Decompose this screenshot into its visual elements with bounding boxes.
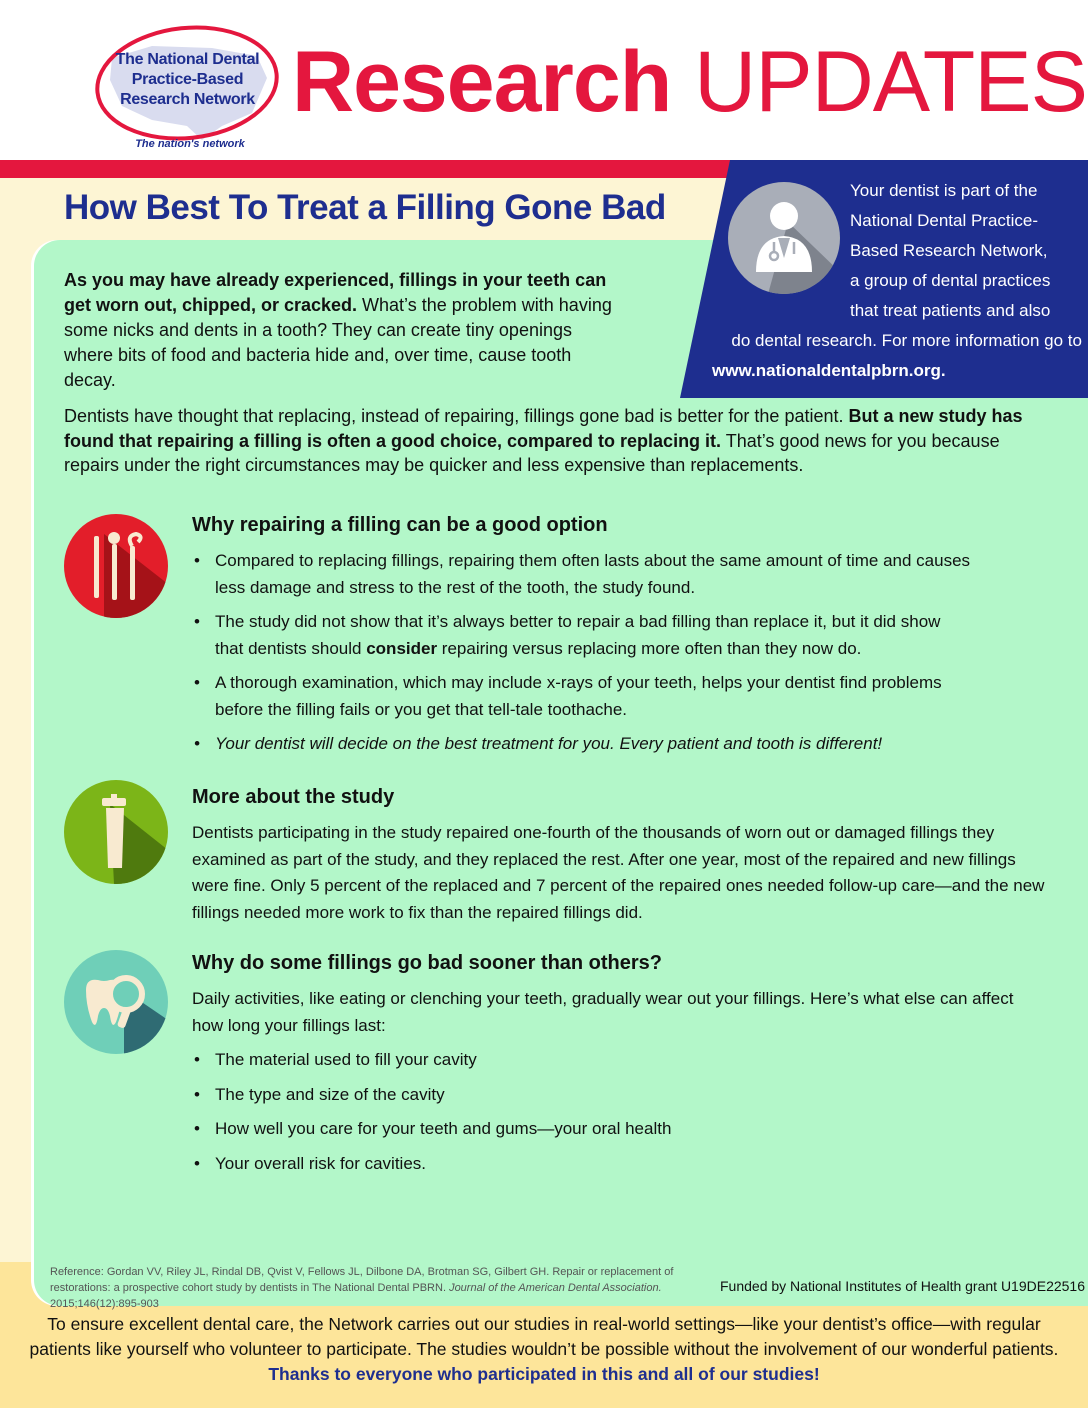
info-line: that treat patients and also xyxy=(850,301,1051,320)
bullet-text: repairing versus replacing more often than they now do. xyxy=(437,638,862,658)
website-link[interactable]: www.nationaldentalpbrn.org. xyxy=(712,361,946,380)
info-text xyxy=(850,176,1080,326)
footer-thanks: Thanks to everyone who participated in this and all of our studies! xyxy=(268,1364,820,1384)
para2-end: That’s good news for you because repairs under the right circumstances may be quicker and less expensive than replacements. xyxy=(64,430,1000,475)
footer xyxy=(20,1312,1068,1387)
study-summary-paragraph xyxy=(64,404,1054,478)
logo-line: The National Dental xyxy=(115,51,260,68)
reference-text: Reference: Gordan VV, Riley JL, Rindal DB, Qvist V, Fellows JL, Dilbone DA, Brotman SG, Gilbert GH. Repair or replacement of restorations: a prospective cohort study by dentists in The National Dental PBRN. xyxy=(50,1266,674,1294)
reference-text: 2015;146(12):895-903 xyxy=(50,1298,159,1310)
intro-bold: As you may have already experienced, fillings in your teeth can get worn out, chipped, or cracked. xyxy=(64,270,607,315)
dental-tools-icon xyxy=(64,514,168,618)
page-title: How Best To Treat a Filling Gone Bad xyxy=(64,188,666,227)
repairing-bullets xyxy=(192,548,972,758)
logo-line: Practice-Based xyxy=(131,71,244,88)
section-heading-why-bad: Why do some fillings go bad sooner than others? xyxy=(192,952,663,974)
reference-citation xyxy=(50,1264,690,1312)
logo-line: Research Network xyxy=(120,91,255,108)
bullet-item: • Your overall risk for cavities. xyxy=(192,1151,972,1178)
masthead xyxy=(292,32,1087,132)
factors-bullets xyxy=(192,1047,972,1177)
intro-rest: What’s the problem with having some nicks and dents in a tooth? They can create tiny openings where bits of food and bacteria hide and, over time, cause tooth decay. xyxy=(64,295,612,390)
info-line-wide: do dental research. For more information go to xyxy=(731,331,1082,350)
dental-drill-icon xyxy=(64,780,168,884)
info-line: a group of dental practices xyxy=(850,271,1051,290)
footer-text: To ensure excellent dental care, the Network carries out our studies in real-world settings—like your dentist’s office—with regular patients like yourself who volunteer to participate. The studies wouldn’t be possible without the involvement of our wonderful patients. xyxy=(29,1314,1059,1359)
bullet-item: • Compared to replacing fillings, repairing them often lasts about the same amount of time and causes less damage and stress to the rest of the tooth, the study found. xyxy=(192,548,972,601)
para2-bold: But a new study has found that repairing a filling is often a good choice, compared to replacing it. xyxy=(64,406,1023,451)
bullet-bold: consider xyxy=(366,638,438,658)
section-heading-study: More about the study xyxy=(192,786,395,808)
bullet-text: The study did not show that it’s always better to repair a bad filling than replace it, but it did show that dentists should xyxy=(215,612,941,658)
para2-start: Dentists have thought that replacing, instead of repairing, fillings gone bad is better for the patient. xyxy=(64,406,849,426)
masthead-bold: Research xyxy=(292,34,672,130)
bullet-item xyxy=(192,609,972,662)
section-heading-repairing: Why repairing a filling can be a good option xyxy=(192,514,608,536)
study-details-paragraph: Dentists participating in the study repaired one-fourth of the thousands of worn out or damaged fillings they examined as part of the study, and they replaced the rest. After one year, most of the repaired and new fillings were fine. Only 5 percent of the replaced and 7 percent of the repaired ones needed follow-up care—and the new fillings needed more work to fix than the repaired fillings did. xyxy=(192,823,1045,922)
info-line: Your dentist is part of the xyxy=(850,181,1038,200)
intro-paragraph xyxy=(64,268,624,393)
funding-note: Funded by National Institutes of Health grant U19DE22516 xyxy=(720,1278,1086,1294)
info-line: Based Research Network, xyxy=(850,241,1048,260)
bullet-item: • Your dentist will decide on the best treatment for you. Every patient and tooth is different! xyxy=(192,731,972,758)
why-bad-paragraph: Daily activities, like eating or clenching your teeth, gradually wear out your fillings. Here’s what else can affect how long your fillings last: xyxy=(192,989,1014,1035)
tooth-magnifier-icon xyxy=(64,950,168,1054)
logo-tagline: The nation's network xyxy=(135,138,245,150)
bullet-item: • The material used to fill your cavity xyxy=(192,1047,972,1074)
masthead-light: UPDATES xyxy=(694,34,1087,130)
doctor-icon xyxy=(728,182,840,294)
logo-wordmark xyxy=(100,50,275,110)
bullet-item: • A thorough examination, which may include x-rays of your teeth, helps your dentist find problems before the filling fails or you get that tell-tale toothache. xyxy=(192,670,972,723)
header-red-bar xyxy=(0,160,730,178)
info-line: National Dental Practice- xyxy=(850,211,1039,230)
reference-journal: Journal of the American Dental Association. xyxy=(449,1282,662,1294)
bullet-item: • How well you care for your teeth and gums—your oral health xyxy=(192,1116,972,1143)
bullet-item: • The type and size of the cavity xyxy=(192,1082,972,1109)
